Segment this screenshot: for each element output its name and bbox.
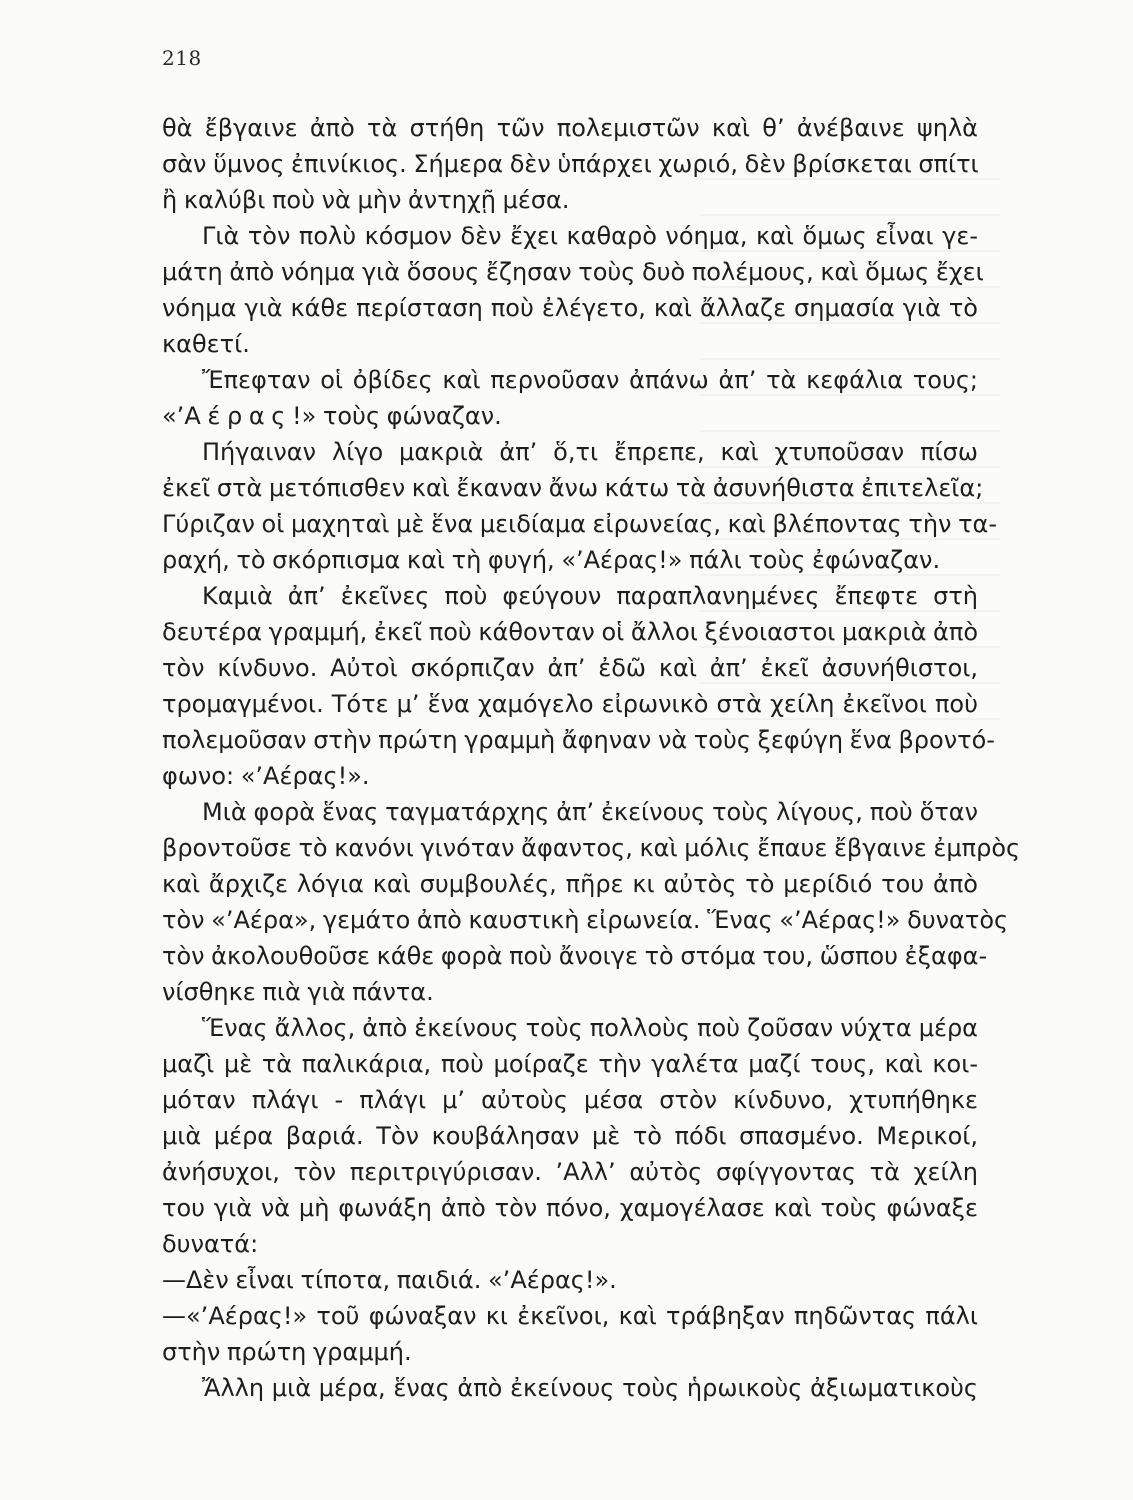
text-line: καθετί. [162,330,250,358]
text-line: μόταν πλάγι - πλάγι μ’ αὐτοὺς μέσα στὸν κίνδυνο, χτυπήθηκε [162,1086,978,1114]
text-line: καὶ ἄρχιζε λόγια καὶ συμβουλές, πῆρε κι αὐτὸς τὸ μερίδιό του ἀπὸ [162,870,978,898]
text-line: Γιὰ τὸν πολὺ κόσμον δὲν ἔχει καθαρὸ νόημα, καὶ ὅμως εἶναι γε- [202,222,978,250]
text-line: μαζὶ μὲ τὰ παλικάρια, ποὺ μοίραζε τὴν γαλέτα μαζί τους, καὶ κοι- [162,1050,978,1078]
text-line: στὴν πρώτη γραμμή. [162,1338,412,1366]
text-line: Ἕνας ἄλλος, ἀπὸ ἐκείνους τοὺς πολλοὺς ποὺ ζοῦσαν νύχτα μέρα [202,1014,978,1042]
text-line: βροντοῦσε τὸ κανόνι γινόταν ἄφαντος, καὶ μόλις ἔπαυε ἔβγαινε ἐμπρὸς [162,834,1021,862]
text-line: Μιὰ φορὰ ἕνας ταγματάρχης ἀπ’ ἐκείνους τοὺς λίγους, ποὺ ὅταν [202,798,978,826]
text-line: φωνο: «’Αέρας!». [162,762,370,790]
text-line: του γιὰ νὰ μὴ φωνάξη ἀπὸ τὸν πόνο, χαμογέλασε καὶ τοὺς φώναξε [162,1194,978,1222]
text-line: νόημα γιὰ κάθε περίσταση ποὺ ἐλέγετο, καὶ ἄλλαζε σημασία γιὰ τὸ [162,294,978,322]
text-line: «’Α έ ρ α ς !» τοὺς φώναζαν. [162,402,502,430]
text-line: —Δὲν εἶναι τίποτα, παιδιά. «’Αέρας!». [162,1266,617,1294]
text-line: Γύριζαν οἱ μαχηταὶ μὲ ἕνα μειδίαμα εἰρωνείας, καὶ βλέποντας τὴν τα- [162,510,997,538]
text-line: τὸν κίνδυνο. Αὐτοὶ σκόρπιζαν ἀπ’ ἐδῶ καὶ ἀπ’ ἐκεῖ ἀσυνήθιστοι, [162,654,978,682]
text-line: Πήγαιναν λίγο μακριὰ ἀπ’ ὅ,τι ἔπρεπε, καὶ χτυποῦσαν πίσω [202,438,978,466]
text-line: τὸν «’Αέρα», γεμάτο ἀπὸ καυστικὴ εἰρωνεία. Ἕνας «’Αέρας!» δυνατὸς [162,906,1009,934]
text-line: σὰν ὕμνος ἐπινίκιος. Σήμερα δὲν ὑπάρχει χωριό, δὲν βρίσκεται σπίτι [162,150,979,178]
text-line: δευτέρα γραμμή, ἐκεῖ ποὺ κάθονταν οἱ ἄλλοι ξένοιαστοι μακριὰ ἀπὸ [162,618,979,646]
text-line: ραχή, τὸ σκόρπισμα καὶ τὴ φυγή, «’Αέρας!» πάλι τοὺς ἐφώναζαν. [162,546,941,574]
text-line: μιὰ μέρα βαριά. Τὸν κουβάλησαν μὲ τὸ πόδι σπασμένο. Μερικοί, [162,1122,978,1150]
text-line: ἀνήσυχοι, τὸν περιτριγύρισαν. ’Αλλ’ αὐτὸς σφίγγοντας τὰ χείλη [162,1158,978,1186]
text-line: —«’Αέρας!» τοῦ φώναξαν κι ἐκεῖνοι, καὶ τράβηξαν πηδῶντας πάλι [162,1302,978,1330]
text-line: Ἄλλη μιὰ μέρα, ἕνας ἀπὸ ἐκείνους τοὺς ἡρωικοὺς ἀξιωματικοὺς [202,1374,978,1402]
text-line: ἐκεῖ στὰ μετόπισθεν καὶ ἔκαναν ἄνω κάτω τὰ ἀσυνήθιστα ἐπιτελεῖα; [162,474,984,502]
text-line: δυνατά: [162,1230,259,1258]
body-text [162,110,1021,1406]
text-line: τὸν ἀκολουθοῦσε κάθε φορὰ ποὺ ἄνοιγε τὸ στόμα του, ὥσπου ἐξαφα- [162,942,988,970]
text-line: τρομαγμένοι. Τότε μ’ ἕνα χαμόγελο εἰρωνικὸ στὰ χείλη ἐκεῖνοι ποὺ [162,690,978,718]
text-line: θὰ ἔβγαινε ἀπὸ τὰ στήθη τῶν πολεμιστῶν καὶ θ’ ἀνέβαινε ψηλὰ [162,114,978,142]
text-line: νίσθηκε πιὰ γιὰ πάντα. [162,978,434,1006]
page-number: 218 [162,46,202,70]
text-line: Ἔπεφταν οἱ ὀβίδες καὶ περνοῦσαν ἀπάνω ἀπ’ τὰ κεφάλια τους; [202,366,978,394]
text-line: μάτη ἀπὸ νόημα γιὰ ὅσους ἔζησαν τοὺς δυὸ πολέμους, καὶ ὅμως ἔχει [162,258,984,286]
text-line: ἢ καλύβι ποὺ νὰ μὴν ἀντηχῇ μέσα. [162,186,570,214]
text-line: Καμιὰ ἀπ’ ἐκεῖνες ποὺ φεύγουν παραπλανημένες ἔπεφτε στὴ [202,582,978,610]
text-line: πολεμοῦσαν στὴν πρώτη γραμμὴ ἄφηναν νὰ τοὺς ξεφύγη ἕνα βροντό- [162,726,995,754]
